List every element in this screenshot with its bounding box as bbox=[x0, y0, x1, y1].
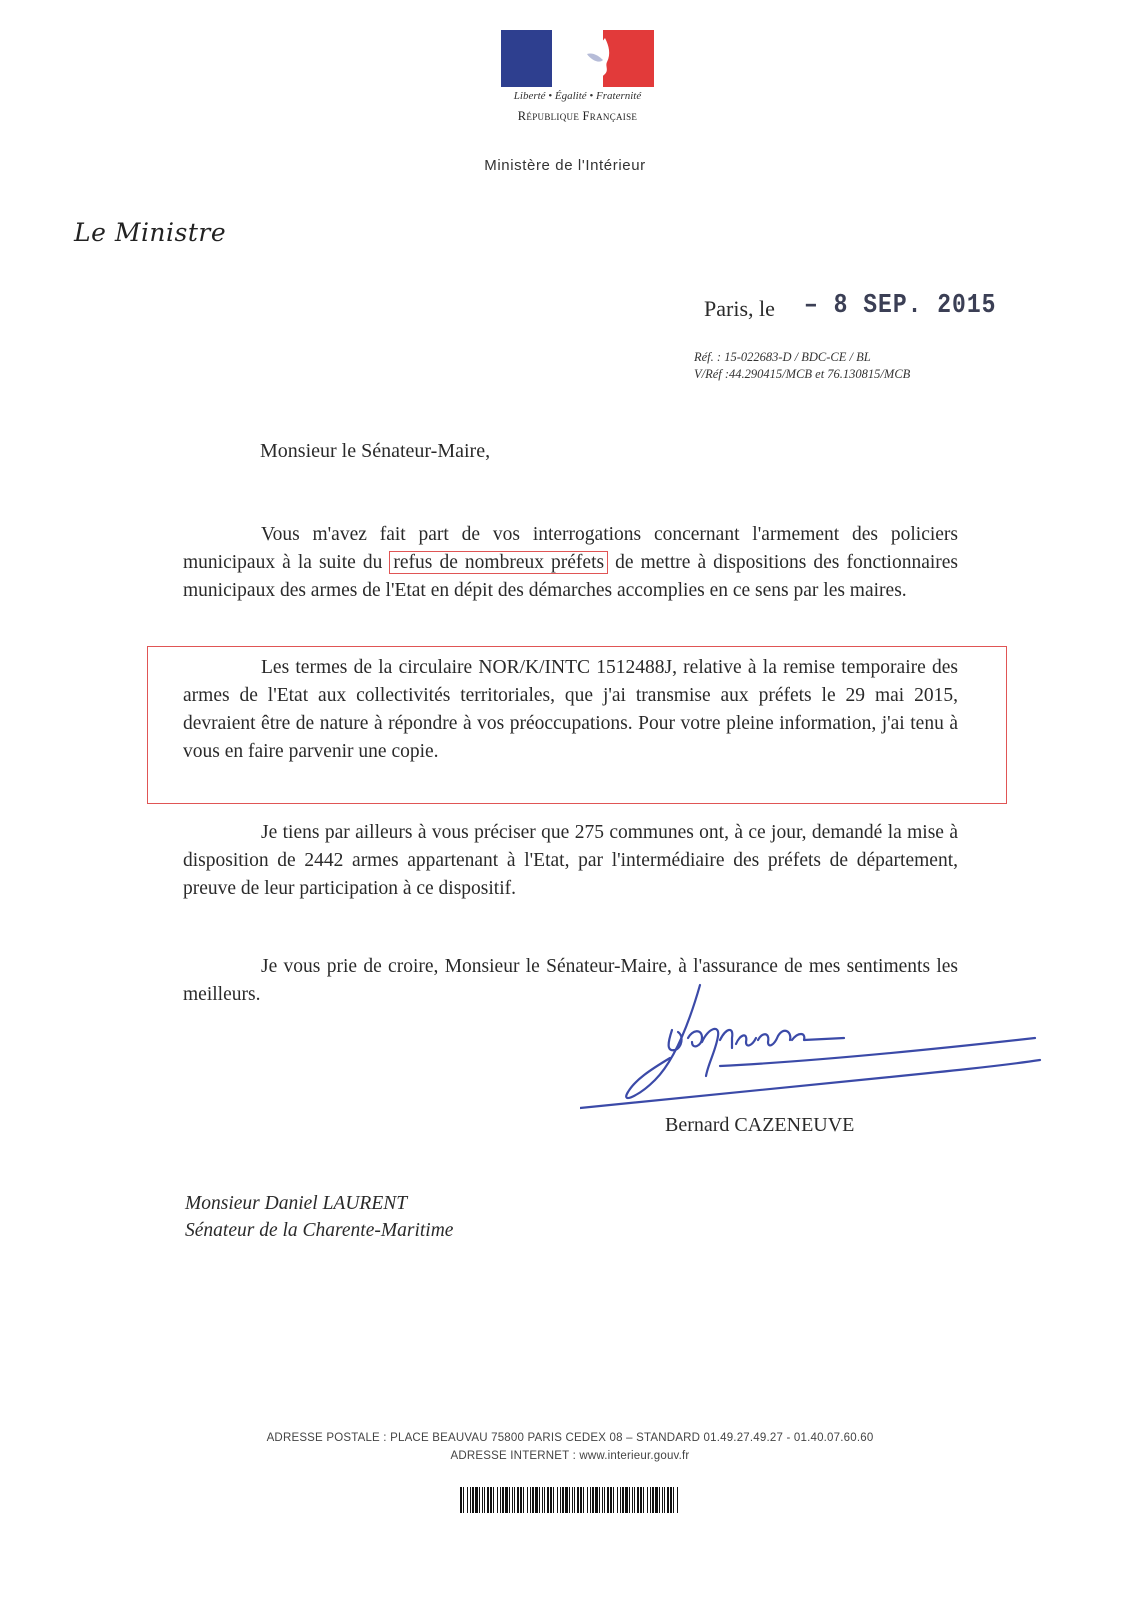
paragraph-2 bbox=[183, 654, 958, 766]
handwritten-signature bbox=[580, 980, 1050, 1120]
footer-postal-address: ADRESSE POSTALE : PLACE BEAUVAU 75800 PARIS CEDEX 08 – STANDARD 01.49.27.49.27 - 01.40.07.60.60 bbox=[266, 1432, 874, 1444]
date-label: Paris, le bbox=[704, 296, 775, 321]
marianne-flag-icon bbox=[501, 30, 654, 87]
reference: Réf. : 15-022683-D / BDC-CE / BL bbox=[694, 350, 871, 364]
paragraph-4-text: Je vous prie de croire, Monsieur le Sénateur-Maire, à l'assurance de mes sentiments les meilleurs. bbox=[183, 956, 958, 1005]
highlighted-phrase: refus de nombreux préfets bbox=[389, 551, 608, 574]
footer-web-address: ADRESSE INTERNET : www.interieur.gouv.fr bbox=[450, 1450, 690, 1462]
barcode bbox=[460, 1487, 680, 1513]
logo-motto: Liberté • Égalité • Fraternité bbox=[513, 90, 642, 102]
ministry-name: Ministère de l'Intérieur bbox=[484, 157, 646, 174]
paragraph-2-text: Les termes de la circulaire NOR/K/INTC 1512488J, relative à la remise temporaire des armes de l'Etat aux collectivités territoriales, que j'ai transmise aux préfets le 29 mai 2015, devraient être de nature à répondre à vos préoccupations. Pour votre pleine information, j'ai tenu à vous en faire parvenir une copie. bbox=[183, 657, 958, 762]
paragraph-1 bbox=[183, 521, 958, 605]
signer-name: Bernard CAZENEUVE bbox=[665, 1114, 855, 1136]
paragraph-1-text-start: Vous m'avez fait part de vos interrogations concernant l'armement des policiers municipaux à la suite du bbox=[183, 524, 958, 573]
marianne-logo bbox=[495, 30, 660, 130]
salutation: Monsieur le Sénateur-Maire, bbox=[260, 440, 491, 462]
paragraph-3-text: Je tiens par ailleurs à vous préciser que 275 communes ont, à ce jour, demandé la mise à disposition de 2442 armes appartenant à l'Etat, par l'intermédiaire des préfets de département, preuve de leur participation à ce dispositif. bbox=[183, 822, 958, 899]
logo-republic: République Française bbox=[517, 109, 638, 123]
paragraph-1-text-end: de mettre à dispositions des fonctionnaires municipaux des armes de l'Etat en dépit des démarches accomplies en ce sens par les maires. bbox=[183, 552, 958, 601]
your-reference: V/Réf :44.290415/MCB et 76.130815/MCB bbox=[694, 367, 911, 381]
paragraph-3 bbox=[183, 819, 958, 903]
recipient-name: Monsieur Daniel LAURENT bbox=[185, 1193, 408, 1214]
sender-title: Le Ministre bbox=[74, 218, 227, 247]
recipient-title: Sénateur de la Charente-Maritime bbox=[185, 1220, 454, 1241]
date-stamp: – 8 SEP. 2015 bbox=[804, 290, 997, 320]
